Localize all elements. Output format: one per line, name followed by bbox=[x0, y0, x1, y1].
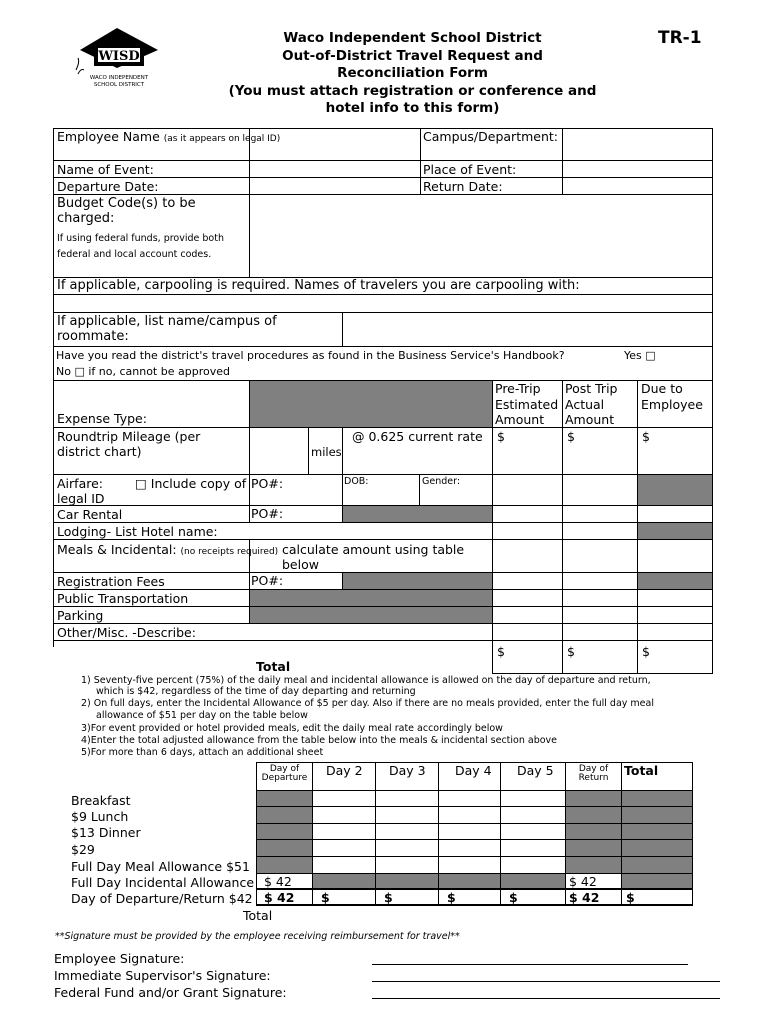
svg-text:WACO INDEPENDENT: WACO INDEPENDENT bbox=[89, 75, 149, 81]
row-incidental: Full Day Incidental Allowance bbox=[71, 875, 255, 890]
row-breakfast: Breakfast bbox=[71, 793, 131, 808]
dob-label: DOB: bbox=[344, 476, 369, 487]
col-total: Total bbox=[624, 763, 659, 778]
form-id: TR-1 bbox=[658, 28, 702, 48]
expense-total-label: Total bbox=[256, 659, 291, 674]
procedures-no-checkbox[interactable]: No □ if no, cannot be approved bbox=[56, 365, 230, 378]
note-3: 3)For event provided or hotel provided meals, edit the daily meal rate accordingly below bbox=[81, 723, 503, 734]
due-header: Due to Employee bbox=[641, 381, 703, 412]
employee-signature-label: Employee Signature: bbox=[54, 951, 185, 966]
sum-return-value: $ 42 bbox=[569, 890, 600, 905]
total-post-dollar: $ bbox=[567, 644, 575, 659]
pre-trip-header: Pre-Trip Estimated Amount bbox=[495, 381, 559, 427]
employee-name-label: Employee Name (as it appears on legal ID) bbox=[57, 129, 281, 144]
sum-day2-value: $ bbox=[321, 890, 330, 905]
roommate-label: If applicable, list name/campus of roommate: bbox=[57, 314, 277, 344]
total-pre-dollar: $ bbox=[497, 644, 505, 659]
row-departure-return: Day of Departure/Return $42 bbox=[71, 891, 253, 906]
mileage-due-dollar: $ bbox=[642, 429, 650, 444]
other-misc-label: Other/Misc. -Describe: bbox=[57, 625, 196, 640]
federal-signature-label: Federal Fund and/or Grant Signature: bbox=[54, 985, 287, 1000]
note-5: 5)For more than 6 days, attach an additional sheet bbox=[81, 747, 324, 758]
signature-note: **Signature must be provided by the employee receiving reimbursement for travel** bbox=[55, 931, 460, 942]
note-2b: allowance of $51 per day on the table below bbox=[96, 710, 308, 721]
note-2: 2) On full days, enter the Incidental Allowance of $5 per day. Also if there are no meals provided, enter the full day meal bbox=[81, 698, 654, 709]
supervisor-signature-label: Immediate Supervisor's Signature: bbox=[54, 968, 271, 983]
carpool-label: If applicable, carpooling is required. Names of travelers you are carpooling with: bbox=[57, 278, 580, 293]
sum-day3-value: $ bbox=[384, 890, 393, 905]
miles-label: miles bbox=[311, 445, 342, 459]
car-rental-po-label: PO#: bbox=[251, 506, 284, 521]
sum-day4-value: $ bbox=[447, 890, 456, 905]
sum-day5-value: $ bbox=[509, 890, 518, 905]
car-rental-label: Car Rental bbox=[57, 507, 123, 522]
airfare-id-note[interactable]: □ Include copy of legal ID bbox=[57, 476, 247, 506]
row-meal-allowance: Full Day Meal Allowance $51 bbox=[71, 859, 250, 874]
note-1b: which is $42, regardless of the time of day departing and returning bbox=[96, 686, 416, 697]
col-day-5: Day 5 bbox=[517, 763, 554, 778]
attachment-notice: (You must attach registration or conference and hotel info to this form) bbox=[228, 82, 597, 116]
note-4: 4)Enter the total adjusted allowance from the table below into the meals & incidental section above bbox=[81, 735, 558, 746]
svg-text:WISD: WISD bbox=[98, 49, 140, 64]
departure-date-label: Departure Date: bbox=[57, 179, 159, 194]
mileage-label: Roundtrip Mileage (per district chart) bbox=[57, 429, 201, 459]
form-header bbox=[200, 30, 625, 118]
public-transport-label: Public Transportation bbox=[57, 591, 189, 606]
registration-po-label: PO#: bbox=[251, 573, 284, 588]
svg-text:SCHOOL DISTRICT: SCHOOL DISTRICT bbox=[93, 82, 145, 88]
col-day-3: Day 3 bbox=[389, 763, 426, 778]
col-day-2: Day 2 bbox=[326, 763, 363, 778]
sum-departure-value: $ 42 bbox=[264, 890, 295, 905]
budget-code-note: If using federal funds, provide both federal and local account codes. bbox=[57, 233, 224, 260]
budget-code-label: Budget Code(s) to be charged: bbox=[57, 196, 196, 226]
mileage-pre-dollar: $ bbox=[497, 429, 505, 444]
procedures-question: Have you read the district's travel procedures as found in the Business Service's Handbook? bbox=[56, 349, 565, 362]
procedures-yes-checkbox[interactable]: Yes □ bbox=[624, 349, 656, 362]
district-logo bbox=[72, 24, 162, 90]
meals-calc-note: calculate amount using table below bbox=[282, 542, 465, 572]
parking-label: Parking bbox=[57, 608, 104, 623]
row-lunch: $9 Lunch bbox=[71, 809, 129, 824]
gender-label: Gender: bbox=[422, 476, 461, 487]
col-day-4: Day 4 bbox=[455, 763, 492, 778]
meal-total-label: Total bbox=[243, 908, 273, 923]
post-trip-header: Post Trip Actual Amount bbox=[565, 381, 618, 427]
note-1: 1) Seventy-five percent (75%) of the daily meal and incidental allowance is allowed on the day of departure and return, bbox=[81, 675, 651, 686]
campus-label: Campus/Department: bbox=[423, 129, 558, 144]
airfare-po-label: PO#: bbox=[251, 476, 284, 491]
lodging-label: Lodging- List Hotel name: bbox=[57, 524, 218, 539]
employee-signature-line[interactable] bbox=[372, 964, 688, 965]
federal-signature-line[interactable] bbox=[372, 998, 720, 999]
district-name: Waco Independent School District bbox=[283, 30, 542, 46]
sum-total-value: $ bbox=[626, 890, 635, 905]
form-title: Out-of-District Travel Request and Reconciliation Form bbox=[282, 47, 543, 81]
col-day-return: Day of Return bbox=[578, 764, 609, 783]
event-place-label: Place of Event: bbox=[423, 162, 517, 177]
incidental-departure-value: $ 42 bbox=[264, 874, 292, 889]
mileage-post-dollar: $ bbox=[567, 429, 575, 444]
meals-label: Meals & Incidental: (no receipts required) bbox=[57, 542, 279, 557]
total-due-dollar: $ bbox=[642, 644, 650, 659]
expense-type-header: Expense Type: bbox=[57, 411, 147, 426]
supervisor-signature-line[interactable] bbox=[372, 981, 720, 982]
row-dinner: $13 Dinner bbox=[71, 825, 141, 840]
row-dinner-amount: $29 bbox=[71, 842, 95, 857]
col-day-departure: Day of Departure bbox=[261, 764, 308, 783]
airfare-label: Airfare: bbox=[57, 476, 103, 491]
mileage-rate: @ 0.625 current rate bbox=[352, 429, 483, 444]
return-date-label: Return Date: bbox=[423, 179, 503, 194]
incidental-return-value: $ 42 bbox=[569, 874, 597, 889]
registration-label: Registration Fees bbox=[57, 574, 165, 589]
event-name-label: Name of Event: bbox=[57, 162, 154, 177]
